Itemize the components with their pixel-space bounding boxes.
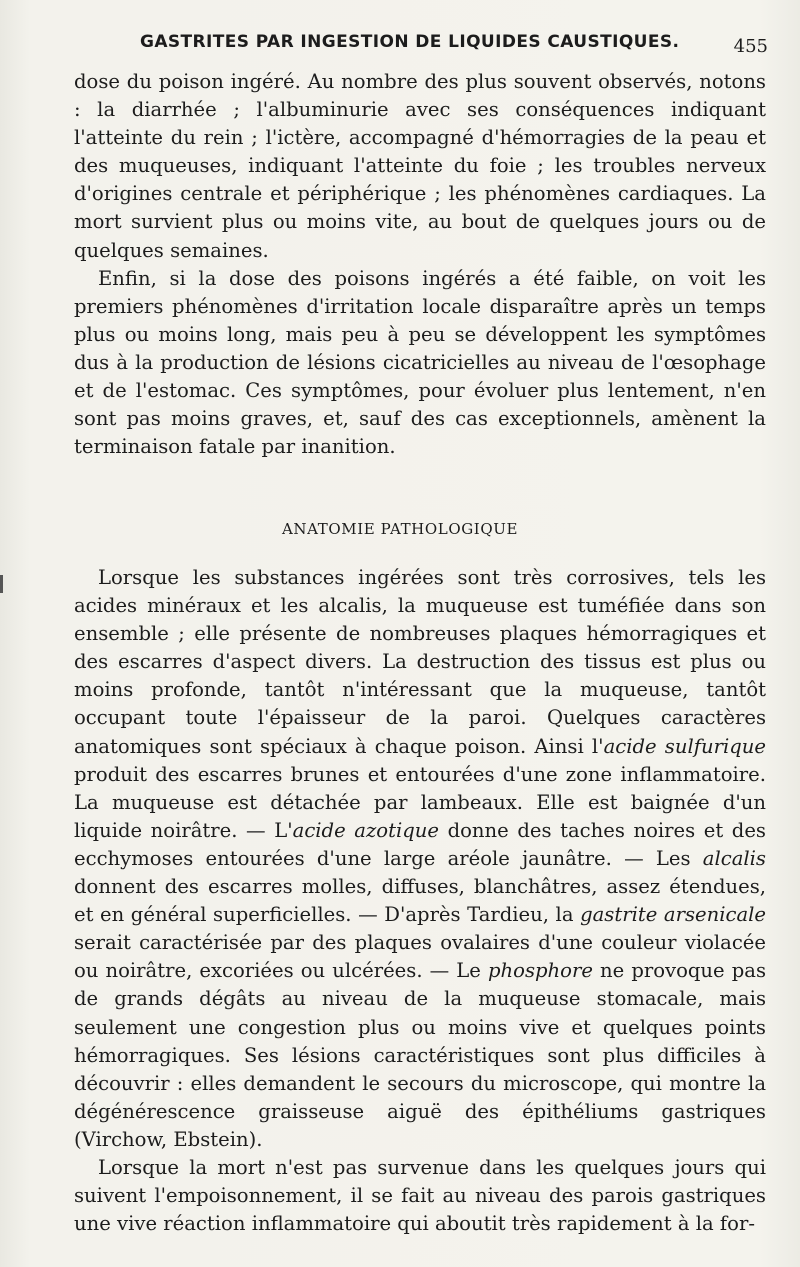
page-number: 455	[733, 36, 768, 57]
text-run: produit des escarres brunes et entourées d'une zone inflammatoire. La muqueuse est détachée par lambeaux. Elle est baignée d'un liquide noirâtre. — L'	[74, 762, 766, 842]
text-run: Lorsque les substances ingérées sont très corrosives, tels les acides minéraux et les alcalis, la muqueuse est tuméfiée dans son ensemble ; elle présente de nombreuses plaques hémorragiques et des escarres d'aspect divers. La destruction des tissus est plus ou moins profonde, tantôt n'intéressant que la muqueuse, tantôt occupant toute l'épaisseur de la paroi. Quelques caractères anatomiques sont spéciaux à chaque poison. Ainsi l'	[74, 566, 766, 758]
text-run: donne des taches noires et des ecchymoses entourées d'une large aréole jaunâtre. — Les	[74, 818, 766, 870]
paragraph-late-reaction: Lorsque la mort n'est pas survenue dans les quelques jours qui suivent l'empoisonnement, il se fait au niveau des parois gastriques une vive réaction inflammatoire qui aboutit très rapidement à la for-	[74, 1155, 766, 1236]
paragraph-symptoms-continued: dose du poison ingéré. Au nombre des plus souvent observés, notons : la diarrhée ; l'albuminurie avec ses conséquences indiquant l'atteinte du rein ; l'ictère, accompagné d'hémorragies de la peau et des muqueuses, indiquant l'atteinte du foie ; les troubles nerveux d'origines centrale et périphérique ; les phénomènes cardiaques. La mort survient plus ou moins vite, au bout de quelques jours ou de quelques semaines.	[74, 70, 766, 262]
text-run: ne provoque pas de grands dégâts au niveau de la muqueuse stomacale, mais seulement une congestion plus ou moins vive et quelques points hémorragiques. Ses lésions caractéristiques sont plus difficiles à découvrir : elles demandent le secours du microscope, qui montre la dégénérescence graisseuse aiguë des épithéliums gastriques (Virchow, Ebstein).	[74, 959, 767, 1151]
text-block-top	[74, 68, 766, 461]
italic-term: acide azotique	[292, 818, 439, 842]
paragraph-low-dose: Enfin, si la dose des poisons ingérés a été faible, on voit les premiers phénomènes d'irritation locale disparaître après un temps plus ou moins long, mais peu à peu se développent les symptômes dus à la production de lésions cicatricielles au niveau de l'œsophage et de l'estomac. Ces symptômes, pour évoluer plus lentement, n'en sont pas moins graves, et, sauf des cas exceptionnels, amènent la terminaison fatale par inanition.	[74, 266, 766, 459]
running-title: GASTRITES PAR INGESTION DE LIQUIDES CAUSTIQUES.	[140, 32, 680, 52]
text-run: serait caractérisée par des plaques ovalaires d'une couleur violacée ou noirâtre, excoriées ou ulcérées. — Le	[74, 931, 766, 983]
italic-term: gastrite arsenicale	[580, 903, 766, 927]
text-run: donnent des escarres molles, diffuses, blanchâtres, assez étendues, et en général superficielles. — D'après Tardieu, la	[74, 875, 766, 927]
text-block-bottom	[74, 564, 766, 1238]
italic-term: alcalis	[702, 846, 766, 870]
section-heading: ANATOMIE PATHOLOGIQUE	[281, 520, 519, 538]
paragraph-pathology	[74, 564, 766, 1154]
italic-term: acide sulfurique	[603, 734, 766, 758]
running-head	[140, 28, 768, 58]
italic-term: phosphore	[488, 959, 593, 983]
margin-mark	[0, 575, 3, 593]
